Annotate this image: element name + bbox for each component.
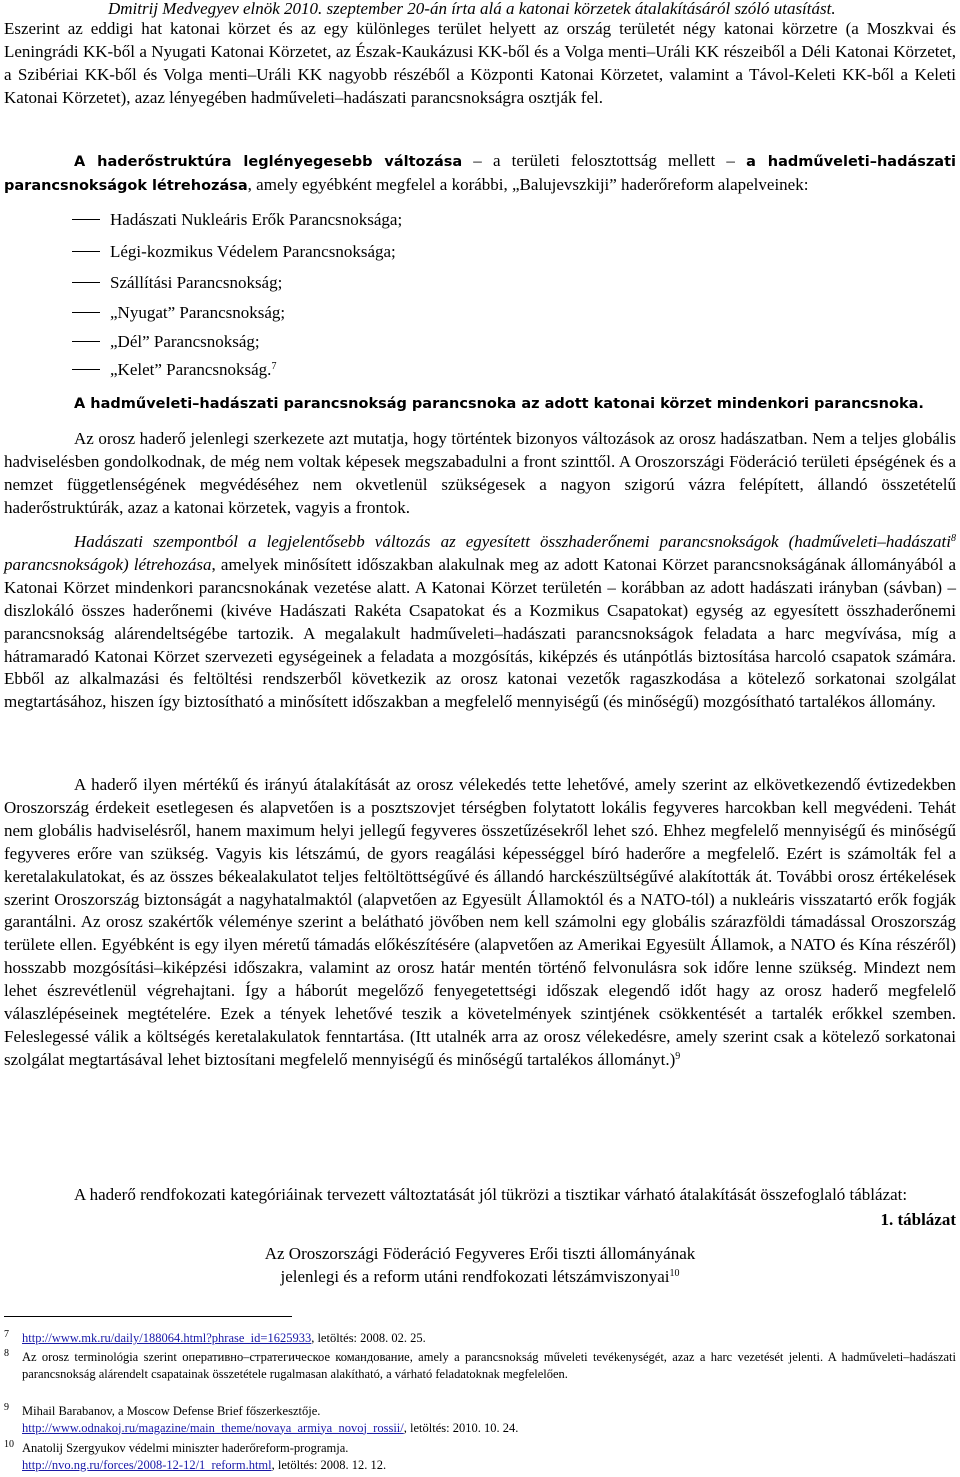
footnote-text: Anatolij Szergyukov védelmi miniszter haderőreform-programja.: [22, 1441, 349, 1455]
italic-phrase: parancsnokságok) létrehozása: [4, 554, 212, 574]
footnote-text: , letöltés: 2010. 10. 24.: [403, 1420, 519, 1435]
list-item: [72, 359, 276, 381]
list-item-label: „Kelet” Parancsnokság.: [110, 360, 272, 379]
dash-bullet-icon: [72, 219, 100, 220]
list-item: [72, 331, 260, 353]
inline-text: – a területi felosztottság mellett –: [462, 151, 747, 170]
footnote-10: [4, 1440, 956, 1473]
footnote-ref: 8: [951, 533, 956, 544]
paragraph-table-intro: A haderő rendfokozati kategóriáinak tervezett változtatását jól tükrözi a tisztikar várható átalakítását összefoglaló táblázat:: [74, 1185, 908, 1204]
paragraph-districts: Eszerint az eddigi hat katonai körzet és az egy különleges terület helyett az ország területét négy katonai körzetre (a Moszkvai és Leningrádi KK-ből a Nyugati Katonai Körzetet, az Észak-Kaukázusi KK-ből és a Volga menti–Uráli KK részeiből a Déli Katonai Körzetet, a Szibériai KK-ből és Volga menti–Uráli KK nagyobb részéből a Központi Katonai Körzetet, valamint a Távol-Keleti KK-ből a Keleti Katonai Körzetet), azaz lényegében hadműveleti–hadászati parancsnokságra osztják fel.: [4, 19, 956, 107]
footnote-number: 10: [4, 1439, 14, 1450]
inline-text: A haderő ilyen mértékű és irányú átalakítását az orosz vélekedés tette lehetővé, amely szerint az elkövetkezendő évtizedekben Oroszország érdekeit esetlegesen és alapvetően is a posztszovjet térségben folytatott lokális fegyveres harcokban kell megvédeni. Tehát nem globális hadviselésről, hanem maximum helyi jellegű fegyveres összetűzésekről lehet szó. Ehhez megfelelő mennyiségű és minőségű fegyveres erőre van szükség. Vagyis kis létszámú, de gyors reagálási képességgel bíró haderőre a megfelelő. Ezért is számolták fel a keretalakulatokat, és az összes békealakulatot teljes feltöltöttségűvé és állandó harckészültségűvé alakították át. További orosz értékelések szerint Oroszország biztonságát a nagyhatalmaktól (alapvetően az Egyesült Államoktól és a NATO-tól) a nukleáris visszatartó erők fogják garantálni. Az orosz szakértők véleménye szerint a belátható jövőben nem kell számolni egy globális szárazföldi támadással Oroszország területe ellen. Egyébként is egy ilyen méretű támadás előkészítésére (alapvetően az Amerikai Egyesült Államok, a NATO és Kína részéről) hosszabb mozgósítási–kiképzési időszakra, valamint az orosz határ mentén történő felvonulásra sok időre lenne szükség. Mindezt nem lehet észrevétlenül végrehajtani. Így a háborút megelőző fenyegetettségi időszak elegendő időt hagy az orosz haderő megfelelő válaszlépéseinek megtételére. Ezek a tények lehetővé teszik a követelmények szintjének csökkentését a tartalék erőkkel szemben. Feleslegessé válik a költségés keretalakulatok fenntartása. (Itt utalnék arra az orosz vélekedésre, amely szerint csak a kötelező sorkatonai szolgálat megtartásával lehet biztosítani megfelelő mennyiségű és minőségű tartalékos állományt.): [4, 775, 956, 1069]
inline-text: , amelyek minősített időszakban alakulnak meg az adott Katonai Körzet parancsnokságának állományából a Katonai Körzet mindenkori parancsnokának vezetése alatt. A Katonai Körzet területén – korábban az adott hadászati irányban (sávban) – diszlokáló összes haderőnemi (kivéve Hadászati Rakéta Csapatokat és a Kozmikus Csapatokat) egység az egyesített összhaderőnemi parancsnokság alárendeltségébe tartozik. A megalakult hadműveleti–hadászati parancsnokságok feladata a harc megvívása, míg a hátramaradó Katonai Körzet szervezeti egységeinek a feladata a mozgósítás, kiképzés és utánpótlás biztosítása harcoló csapatok számára. Ebből az alkalmazási és feltöltési rendszerből következik az orosz katonai vezetők ragaszkodása a kötelező sorkatonai szolgálat megtartásához, hiszen így biztosítható a minősített időszakban a megfelelő mennyiségű (és minőségű) mozgósítható tartalékos állomány.: [4, 554, 957, 712]
dash-bullet-icon: [72, 251, 100, 252]
list-item-label: Légi-kozmikus Védelem Parancsnoksága;: [110, 242, 396, 261]
list-item: [72, 241, 396, 263]
list-item-label: „Dél” Parancsnokság;: [110, 332, 260, 351]
footnote-number: 9: [4, 1402, 9, 1413]
list-item: [72, 302, 285, 324]
paragraph-structure: [4, 150, 956, 198]
inline-text: , amely egyébként megfelel a korábbi, „Balujevszkiji” haderőreform alapelveinek:: [247, 174, 809, 194]
bold-phrase-change: A haderőstruktúra leglényegesebb változása: [74, 154, 463, 170]
footnote-ref: 9: [675, 1050, 681, 1062]
footnote-number: 7: [4, 1329, 9, 1340]
dash-bullet-icon: [72, 341, 100, 342]
footnote-text: , letöltés: 2008. 02. 25.: [311, 1331, 426, 1345]
list-item-label: Hadászati Nukleáris Erők Parancsnoksága;: [110, 210, 403, 229]
italic-phrase: Hadászati szempontból a legjelentősebb változás az egyesített összhaderőnemi parancsnokságok (hadműveleti–hadászati: [74, 532, 951, 551]
footnote-link[interactable]: http://www.odnakoj.ru/magazine/main_theme/novaya_armiya_novoj_rossii/: [22, 1420, 404, 1435]
table-label: 1. táblázat: [880, 1210, 956, 1229]
paragraph-transformation: [4, 774, 956, 1072]
table-title-line-2: [0, 1266, 960, 1288]
paragraph-current-structure: Az orosz haderő jelenlegi szerkezete azt mutatja, hogy történtek bizonyos változások az orosz hadászatban. Nem a teljes globális hadviselésben gondolkodnak, de még nem voltak képesek megszabadulni a front szinttől. A Oroszországi Föderáció területi épségének és a nemzet függetlenségének megvédéséhez nem okvetlenül szükségesek a nagyon szigorú vázra felépített, állandó összetételű haderőstruktúrák, azaz a katonai körzetek, vagyis a frontok.: [4, 429, 956, 517]
footnote-8: [4, 1349, 956, 1382]
footnote-separator: [4, 1316, 292, 1317]
paragraph-joint-commands: [4, 531, 956, 714]
dash-bullet-icon: [72, 369, 100, 370]
table-title-line-1: Az Oroszországi Föderáció Fegyveres Erői tiszti állományának: [264, 1244, 696, 1263]
list-item-label: Szállítási Parancsnokság;: [110, 273, 283, 292]
footnote-text: Mihail Barabanov, a Moscow Defense Brief főszerkesztője.: [22, 1404, 321, 1418]
dash-bullet-icon: [72, 312, 100, 313]
footnote-ref: 10: [669, 1268, 680, 1279]
footnote-ref: 7: [271, 361, 277, 372]
footnote-link[interactable]: http://www.mk.ru/daily/188064.html?phrase_id=1625933: [22, 1331, 312, 1345]
table-title-text: jelenlegi és a reform utáni rendfokozati létszámviszonyai: [280, 1267, 670, 1286]
dash-bullet-icon: [72, 282, 100, 283]
footnote-text: Az orosz terminológia szerint оперативно–стратегическое командование, amely a parancsnokság műveleti tevékenységét, azaz a harc vezetését jelenti. A hadműveleti–hadászati parancsnokság alárendelt csapatainak összetétele rugalmasan alakítható, a várható feladatoknak megfelelően.: [22, 1350, 956, 1381]
list-item-label: „Nyugat” Parancsnokság;: [110, 303, 286, 322]
list-item: [72, 272, 282, 294]
footnote-9: [4, 1403, 956, 1436]
intro-line: Dmitrij Medvegyev elnök 2010. szeptember 20-án írta alá a katonai körzetek átalakításáról szóló utasítást.: [108, 0, 836, 18]
footnote-number: 8: [4, 1348, 9, 1359]
footnote-text: , letöltés: 2008. 12. 12.: [271, 1457, 387, 1472]
footnote-7: [4, 1330, 956, 1347]
list-item: [72, 209, 402, 231]
footnote-link[interactable]: http://nvo.ng.ru/forces/2008-12-12/1_reform.html: [22, 1457, 272, 1472]
bold-statement: A hadműveleti–hadászati parancsnokság parancsnoka az adott katonai körzet mindenkori parancsnoka.: [74, 396, 924, 412]
bold-phrase-commands: a hadműveleti–hadászati parancsnokságok létrehozása: [4, 154, 956, 194]
